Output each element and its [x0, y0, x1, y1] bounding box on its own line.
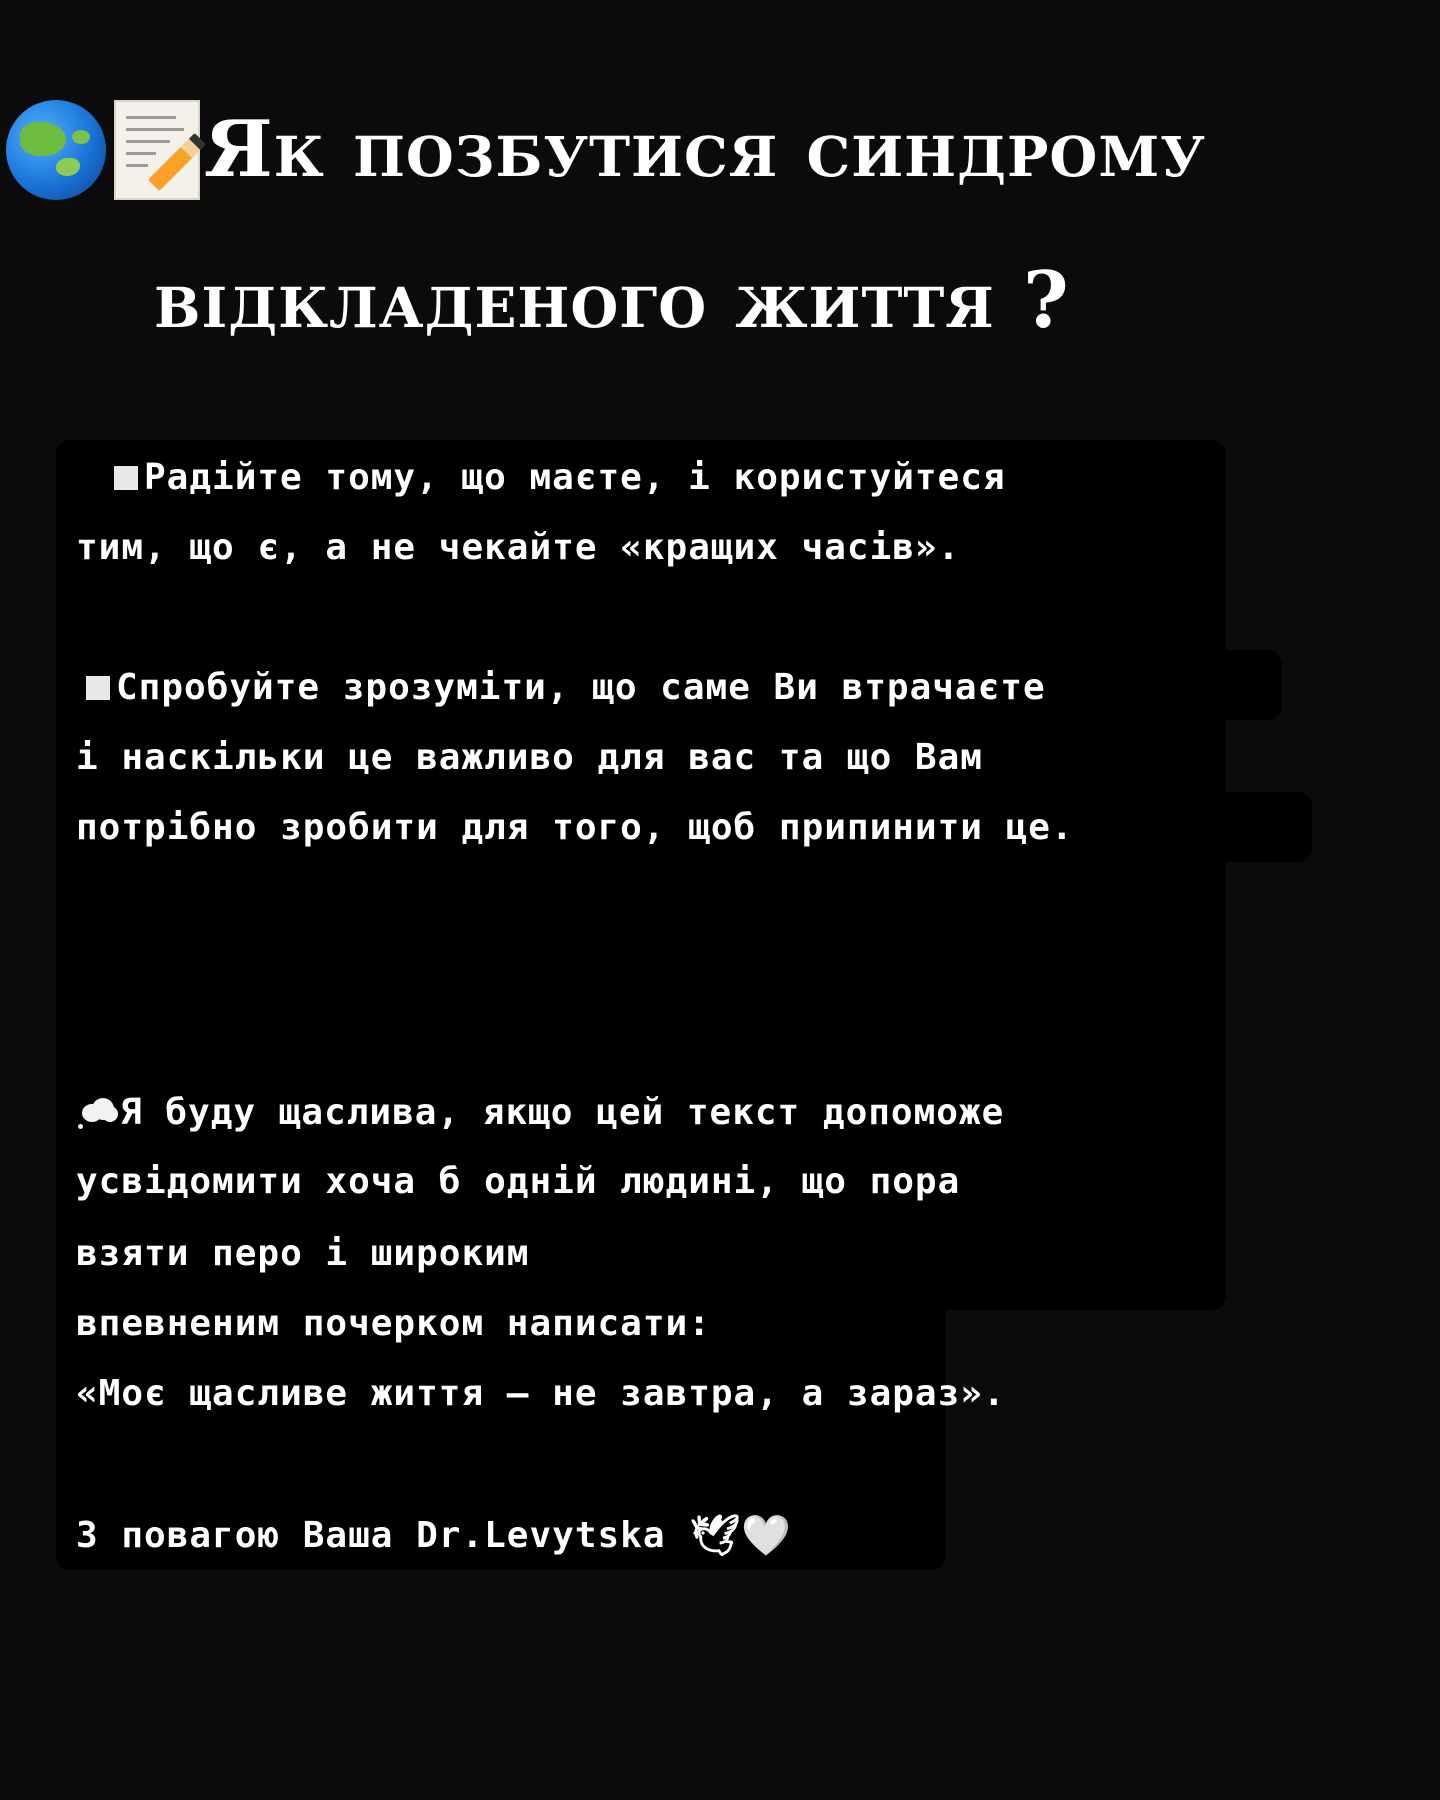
title-text-line-1: Як позбутися синдрому	[204, 104, 1206, 195]
paragraph-1-line-2: тим, що є, а не чекайте «кращих часів».	[76, 527, 961, 568]
title-text-line-2: відкладеного життя ?	[154, 255, 1070, 346]
paragraph-3-line-3: взяти перо і широким	[76, 1233, 530, 1274]
white-square-icon	[114, 466, 138, 490]
memo-pencil-icon	[114, 100, 200, 200]
paragraph-3-line-4: впевненим почерком написати:	[76, 1303, 711, 1344]
signature-line	[76, 1513, 793, 1559]
paragraph-3-line-2: усвідомити хоча б одній людині, що пора	[76, 1161, 961, 1202]
paragraph-2-line-1: Спробуйте зрозуміти, що саме Ви втрачаєте	[86, 670, 1046, 706]
paragraph-1-line-1: Радійте тому, що маєте, і користуйтеся	[114, 460, 1006, 496]
globe-asia-australia-icon	[6, 100, 106, 200]
dove-heart-icon: 🕊🤍	[689, 1513, 793, 1559]
paragraph-2-line-3: потрібно зробити для того, щоб припинити це.	[76, 807, 1074, 848]
signature-text: З повагою Ваша Dr.Levytska	[76, 1515, 666, 1556]
paragraph-3-line-5: «Моє щасливе життя – не завтра, а зараз».	[76, 1373, 1006, 1414]
paragraph-2-line-2: і наскільки це важливо для вас та що Вам	[76, 737, 983, 778]
paragraph-3-line-1: Я буду щаслива, якщо цей текст допоможе	[76, 1094, 1004, 1131]
thought-balloon-icon	[76, 1094, 120, 1128]
white-square-icon	[86, 676, 110, 700]
title-line-1	[6, 100, 1206, 200]
